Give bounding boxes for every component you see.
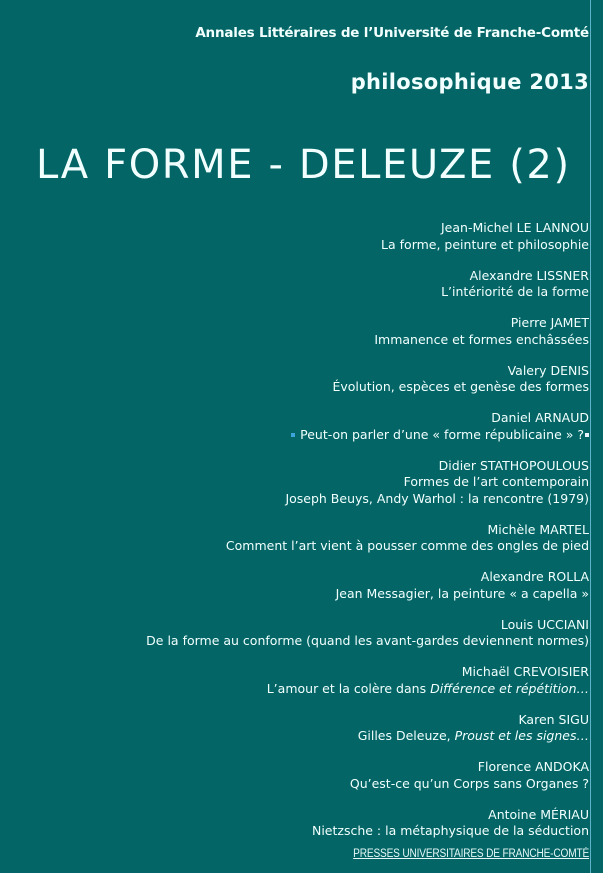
entry-title: De la forme au conforme (quand les avant-gardes deviennent normes) <box>146 633 589 648</box>
entry-title <box>29 728 589 745</box>
contents-entry <box>29 664 589 697</box>
contents-entry <box>29 268 589 301</box>
entry-title-text: Peut-on parler d’une « forme républicaine » ? <box>300 426 584 442</box>
entry-title: Qu’est-ce qu’un Corps sans Organes ? <box>349 775 589 791</box>
publisher-link[interactable]: PRESSES UNIVERSITAIRES DE FRANCHE-COMTÉ <box>353 848 589 860</box>
entry-author: Valery DENIS <box>507 362 589 378</box>
table-of-contents <box>29 220 589 854</box>
entry-author: Pierre JAMET <box>510 315 589 330</box>
entry-title: Évolution, espèces et genèse des formes <box>332 379 589 394</box>
entry-author: Florence ANDOKA <box>477 759 589 774</box>
entry-author: Michaël CREVOISIER <box>461 664 589 679</box>
entry-title: La forme, peinture et philosophie <box>381 236 589 252</box>
contents-entry <box>29 458 589 508</box>
entry-title-italic: Différence et répétition… <box>430 680 589 696</box>
contents-entry <box>29 522 589 555</box>
contents-entry <box>29 712 589 745</box>
volume-subtitle: philosophique 2013 <box>350 70 589 94</box>
entry-author: Michèle MARTEL <box>487 521 589 537</box>
selection-handle-right-icon[interactable] <box>585 433 589 437</box>
entry-title: L’intériorité de la forme <box>441 284 589 299</box>
entry-author: Louis UCCIANI <box>500 616 589 632</box>
contents-entry <box>29 220 589 253</box>
entry-title: Jean Messagier, la peinture « a capella » <box>335 585 589 601</box>
entry-title: Comment l’art vient à pousser comme des ongles de pied <box>225 538 589 553</box>
book-title: LA FORME - DELEUZE (2) <box>36 142 571 188</box>
entry-title: Immanence et formes enchâssées <box>374 331 589 347</box>
contents-entry-selected[interactable] <box>29 410 589 443</box>
series-title: Annales Littéraires de l’Université de Franche-Comté <box>195 25 589 41</box>
entry-author: Didier STATHOPOULOUS <box>438 457 589 473</box>
entry-author: Alexandre LISSNER <box>469 267 589 283</box>
edge-divider-line <box>590 0 591 873</box>
entry-title <box>29 681 589 698</box>
entry-title-line2: Joseph Beuys, Andy Warhol : la rencontre (1979) <box>285 490 589 506</box>
contents-entry <box>29 569 589 602</box>
entry-title-selected[interactable] <box>29 427 589 444</box>
contents-entry <box>29 807 589 840</box>
entry-title: Nietzsche : la métaphysique de la séduction <box>311 823 589 838</box>
entry-title: Formes de l’art contemporain <box>403 474 589 489</box>
entry-title-prefix: L’amour et la colère dans <box>266 680 431 696</box>
entry-author: Antoine MÉRIAU <box>488 806 589 822</box>
entry-author: Jean-Michel LE LANNOU <box>441 220 589 235</box>
entry-author: Karen SIGU <box>518 711 589 727</box>
entry-title-italic: Proust et les signes… <box>454 728 589 743</box>
entry-title-prefix: Gilles Deleuze, <box>357 728 455 743</box>
entry-author: Alexandre ROLLA <box>480 569 589 584</box>
contents-entry <box>29 363 589 396</box>
contents-entry <box>29 315 589 348</box>
entry-author: Daniel ARNAUD <box>491 410 589 425</box>
contents-entry <box>29 759 589 792</box>
contents-entry <box>29 617 589 650</box>
selection-handle-left-icon[interactable] <box>291 433 295 437</box>
